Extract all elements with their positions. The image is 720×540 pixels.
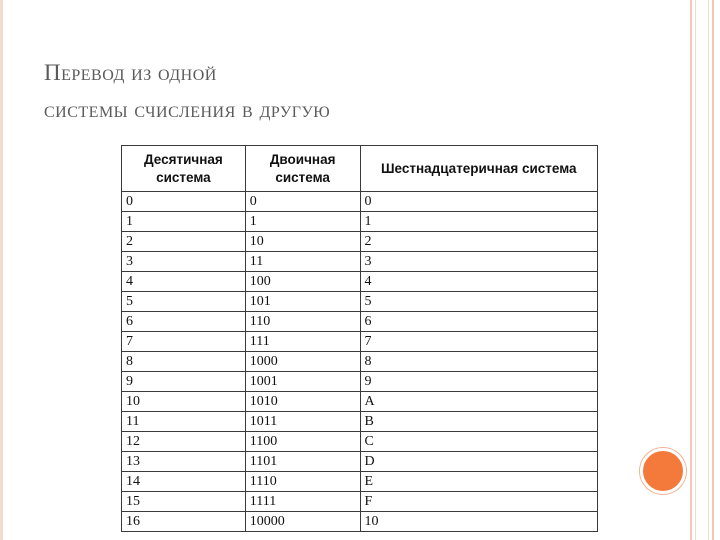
table-row xyxy=(122,352,598,372)
slide-title-line-2: системы счисления в другую xyxy=(44,97,331,122)
cell-binary: 101 xyxy=(245,292,360,312)
cell-binary: 1 xyxy=(245,212,360,232)
cell-hexadecimal: 2 xyxy=(360,232,597,252)
cell-binary: 0 xyxy=(245,192,360,212)
slide-title xyxy=(44,54,664,128)
cell-binary: 11 xyxy=(245,252,360,272)
cell-decimal: 16 xyxy=(122,512,246,532)
cell-decimal: 7 xyxy=(122,332,246,352)
table-header-row xyxy=(122,146,598,192)
cell-decimal: 1 xyxy=(122,212,246,232)
cell-decimal: 13 xyxy=(122,452,246,472)
table-row xyxy=(122,512,598,532)
table-row xyxy=(122,472,598,492)
cell-hexadecimal: D xyxy=(360,452,597,472)
cell-hexadecimal: 6 xyxy=(360,312,597,332)
header-decimal: Десятичная система xyxy=(122,146,246,192)
cell-binary: 1110 xyxy=(245,472,360,492)
cell-binary: 1101 xyxy=(245,452,360,472)
cell-binary: 1000 xyxy=(245,352,360,372)
table-body xyxy=(122,192,598,532)
table-row xyxy=(122,372,598,392)
table-row xyxy=(122,332,598,352)
cell-binary: 1001 xyxy=(245,372,360,392)
cell-hexadecimal: 1 xyxy=(360,212,597,232)
cell-hexadecimal: 10 xyxy=(360,512,597,532)
cell-decimal: 12 xyxy=(122,432,246,452)
cell-hexadecimal: 7 xyxy=(360,332,597,352)
cell-hexadecimal: F xyxy=(360,492,597,512)
cell-hexadecimal: E xyxy=(360,472,597,492)
cell-binary: 10000 xyxy=(245,512,360,532)
header-binary: Двоичная система xyxy=(245,146,360,192)
table-row xyxy=(122,412,598,432)
table-row xyxy=(122,492,598,512)
cell-decimal: 6 xyxy=(122,312,246,332)
right-band-inner-decoration xyxy=(695,0,709,540)
cell-hexadecimal: 5 xyxy=(360,292,597,312)
table-row xyxy=(122,392,598,412)
cell-hexadecimal: A xyxy=(360,392,597,412)
table-row xyxy=(122,432,598,452)
cell-hexadecimal: B xyxy=(360,412,597,432)
cell-decimal: 14 xyxy=(122,472,246,492)
left-edge-decoration xyxy=(0,0,3,540)
number-system-table xyxy=(121,145,598,532)
cell-hexadecimal: 9 xyxy=(360,372,597,392)
cell-hexadecimal: 0 xyxy=(360,192,597,212)
table-row xyxy=(122,212,598,232)
cell-binary: 1100 xyxy=(245,432,360,452)
orange-circle-decoration xyxy=(640,448,686,494)
table-row xyxy=(122,312,598,332)
cell-binary: 110 xyxy=(245,312,360,332)
cell-decimal: 10 xyxy=(122,392,246,412)
table-row xyxy=(122,272,598,292)
cell-hexadecimal: 4 xyxy=(360,272,597,292)
cell-binary: 1011 xyxy=(245,412,360,432)
table-row xyxy=(122,192,598,212)
table-row xyxy=(122,232,598,252)
cell-decimal: 11 xyxy=(122,412,246,432)
table-row xyxy=(122,252,598,272)
cell-hexadecimal: 3 xyxy=(360,252,597,272)
table-row xyxy=(122,292,598,312)
cell-decimal: 0 xyxy=(122,192,246,212)
cell-decimal: 15 xyxy=(122,492,246,512)
cell-decimal: 3 xyxy=(122,252,246,272)
cell-hexadecimal: C xyxy=(360,432,597,452)
cell-decimal: 2 xyxy=(122,232,246,252)
cell-decimal: 8 xyxy=(122,352,246,372)
cell-binary: 1111 xyxy=(245,492,360,512)
slide-title-line-1: Перевод из одной xyxy=(44,60,217,85)
cell-decimal: 5 xyxy=(122,292,246,312)
cell-binary: 100 xyxy=(245,272,360,292)
cell-binary: 111 xyxy=(245,332,360,352)
header-hexadecimal: Шестнадцатеричная система xyxy=(360,146,597,192)
cell-binary: 1010 xyxy=(245,392,360,412)
cell-decimal: 9 xyxy=(122,372,246,392)
cell-decimal: 4 xyxy=(122,272,246,292)
cell-hexadecimal: 8 xyxy=(360,352,597,372)
table-row xyxy=(122,452,598,472)
cell-binary: 10 xyxy=(245,232,360,252)
